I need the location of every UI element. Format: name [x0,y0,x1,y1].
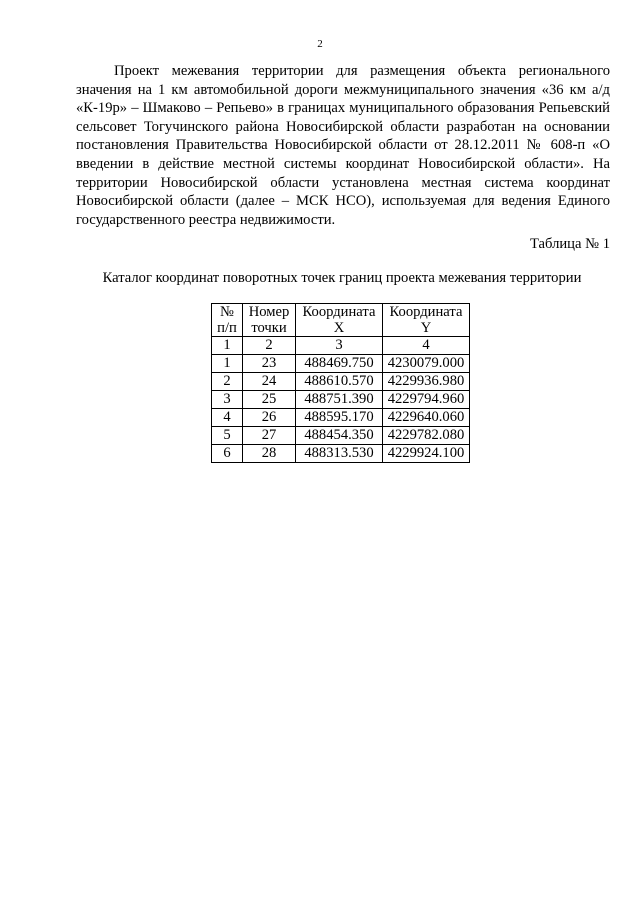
table-cell: 1 [212,355,243,373]
table-cell: 2 [212,373,243,391]
header-line: точки [251,320,287,336]
table-cell: 25 [243,391,296,409]
table-cell: 4229924.100 [383,445,470,463]
table-header [212,304,470,337]
table-cell: 26 [243,409,296,427]
table-cell: 488313.530 [296,445,383,463]
header-cell-number [212,304,243,337]
table-caption: Каталог координат поворотных точек границ проекта межевания территории [102,270,582,286]
header-line: п/п [217,320,237,336]
table-cell: 4229640.060 [383,409,470,427]
column-number-cell: 3 [296,337,383,355]
table-cell: 24 [243,373,296,391]
table-row [212,409,470,427]
header-cell-point [243,304,296,337]
header-line: Номер [248,304,290,320]
table-cell: 4230079.000 [383,355,470,373]
table-cell: 5 [212,427,243,445]
table-cell: 4229936.980 [383,373,470,391]
table-cell: 4229794.960 [383,391,470,409]
header-line: Координата [302,304,376,320]
table-cell: 27 [243,427,296,445]
table-row [212,391,470,409]
table-row [212,427,470,445]
table-row [212,355,470,373]
column-number-row [212,337,470,355]
table-cell: 23 [243,355,296,373]
page-number: 2 [317,38,323,50]
table-row [212,373,470,391]
coordinates-table [211,303,470,463]
header-cell-y [383,304,470,337]
header-line: X [333,320,345,336]
column-number-cell: 2 [243,337,296,355]
table-body [212,337,470,463]
table-cell: 488610.570 [296,373,383,391]
header-line: № [220,304,234,320]
table-cell: 6 [212,445,243,463]
body-paragraph: Проект межевания территории для размещения объекта регионального значения на 1 км автомобильной дороги межмуниципального значения «36 км а/д «К-19р» – Шмаково – Репьево» в границах муниципального образования Репьевский сельсовет Тогучинского района Новосибирской области разработан на основании постановления Правительства Новосибирской области от 28.12.2011 № 608-п «О введении в действие местной системы координат Новосибирской области». На территории Новосибирской области установлена местная система координат Новосибирской области (далее – МСК НСО), используемая для ведения Единого государственного реестра недвижимости. [76,63,610,228]
table-cell: 4229782.080 [383,427,470,445]
column-number-cell: 1 [212,337,243,355]
table-cell: 4 [212,409,243,427]
header-cell-x [296,304,383,337]
table-cell: 28 [243,445,296,463]
header-line: Y [420,320,432,336]
table-label: Таблица № 1 [530,236,610,252]
table-cell: 488595.170 [296,409,383,427]
table-cell: 488751.390 [296,391,383,409]
column-number-cell: 4 [383,337,470,355]
table-cell: 3 [212,391,243,409]
header-row [212,304,470,337]
table-row [212,445,470,463]
table-cell: 488469.750 [296,355,383,373]
header-line: Координата [389,304,463,320]
table-cell: 488454.350 [296,427,383,445]
